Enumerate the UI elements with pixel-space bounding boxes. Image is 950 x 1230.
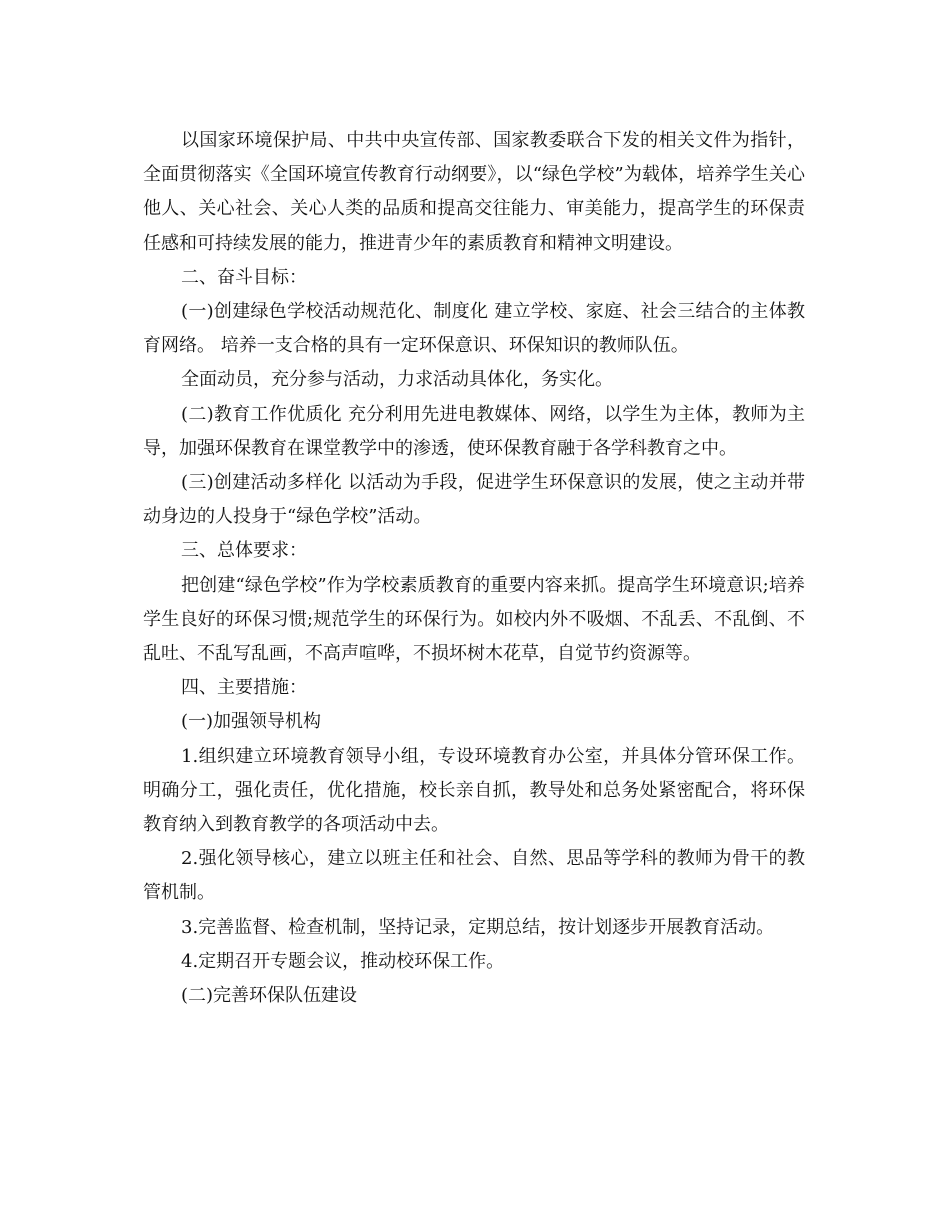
- goal-paragraph-mobilize: 全面动员，充分参与活动，力求活动具体化，务实化。: [181, 369, 613, 391]
- measure-item-3: 3.完善监督、检查机制，坚持记录，定期总结，按计划逐步开展教育活动。: [181, 916, 775, 938]
- measure-item-1: 1.组织建立环境教育领导小组，专设环境教育办公室，并具体分管环保工作。明确分工，强化责任，优化措施，校长亲自抓，教导处和总务处紧密配合，将环保教育纳入到教育教学的各项活动中去。: [143, 745, 805, 836]
- subsection-heading-leadership: (一)加强领导机构: [181, 711, 322, 733]
- measure-item-2: 2.强化领导核心，建立以班主任和社会、自然、思品等学科的教师为骨干的教管机制。: [143, 848, 805, 904]
- goal-paragraph-3: (三)创建活动多样化 以活动为手段，促进学生环保意识的发展，使之主动并带动身边的人投身于“绿色学校”活动。: [143, 472, 805, 528]
- subsection-heading-team: (二)完善环保队伍建设: [181, 985, 358, 1007]
- measure-item-4: 4.定期召开专题会议，推动校环保工作。: [181, 950, 505, 972]
- goal-paragraph-1: (一)创建绿色学校活动规范化、制度化 建立学校、家庭、社会三结合的主体教育网络。 培养一支合格的具有一定环保意识、环保知识的教师队伍。: [143, 301, 805, 357]
- requirements-paragraph: 把创建“绿色学校”作为学校素质教育的重要内容来抓。提高学生环境意识;培养学生良好的环保习惯;规范学生的环保行为。如校内外不吸烟、不乱丢、不乱倒、不乱吐、不乱写乱画，不高声喧哗，不损坏树木花草，自觉节约资源等。: [143, 574, 805, 665]
- section-heading-requirements: 三、总体要求：: [181, 540, 307, 562]
- section-heading-measures: 四、主要措施：: [181, 677, 307, 699]
- document-body: [143, 124, 805, 1013]
- intro-paragraph: 以国家环境保护局、中共中央宣传部、国家教委联合下发的相关文件为指针，全面贯彻落实《全国环境宣传教育行动纲要》，以“绿色学校”为载体，培养学生关心他人、关心社会、关心人类的品质和提高交往能力、审美能力，提高学生的环保责任感和可持续发展的能力，推进青少年的素质教育和精神文明建设。: [143, 130, 805, 254]
- goal-paragraph-2: (二)教育工作优质化 充分利用先进电教媒体、网络，以学生为主体，教师为主导，加强环保教育在课堂教学中的渗透，使环保教育融于各学科教育之中。: [143, 403, 805, 459]
- section-heading-goals: 二、奋斗目标：: [181, 266, 307, 288]
